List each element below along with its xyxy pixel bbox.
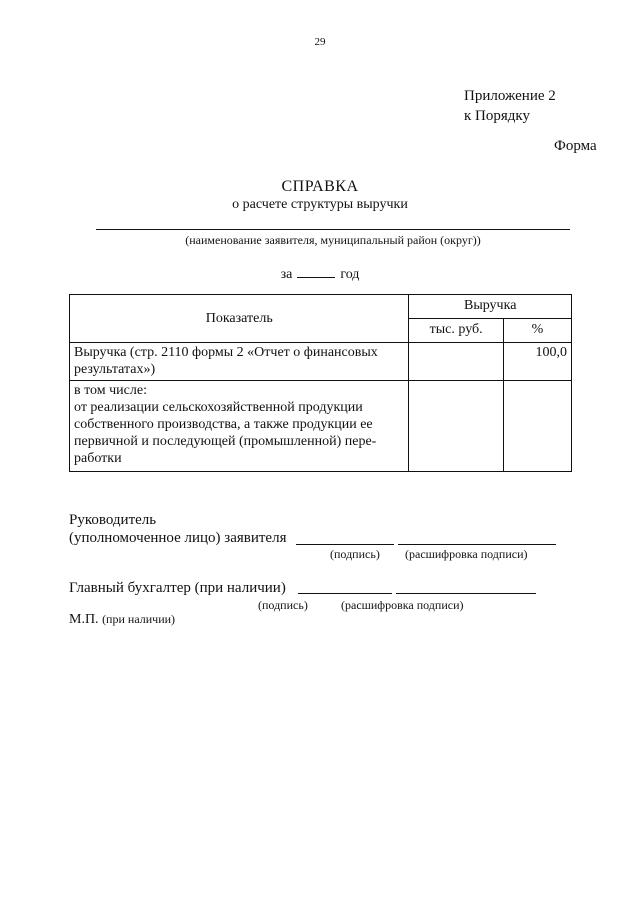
appendix-reference — [464, 86, 556, 126]
table-row — [70, 381, 572, 472]
head-decoding-line — [398, 543, 556, 545]
header-percent: % — [503, 319, 571, 343]
table-row — [70, 343, 572, 381]
accountant-decoding-caption: (расшифровка подписи) — [341, 598, 464, 612]
row-indicator-total-revenue: Выручка (стр. 2110 формы 2 «Отчет о финансовых результатах») — [70, 343, 409, 381]
accountant-signature-caption: (подпись) — [258, 598, 308, 612]
head-subtitle: (уполномоченное лицо) заявителя — [69, 530, 287, 546]
row-thousand-value — [409, 381, 504, 472]
page-number: 29 — [314, 36, 326, 48]
revenue-structure-table — [69, 294, 572, 472]
year-row — [0, 264, 640, 283]
head-signature-caption: (подпись) — [330, 547, 380, 561]
row-indicator-agricultural — [70, 381, 409, 472]
table-header-row — [70, 295, 572, 319]
applicant-caption: (наименование заявителя, муниципальный район (округ)) — [185, 233, 481, 247]
stamp-mark: М.П. — [69, 612, 99, 627]
header-thousand-rub: тыс. руб. — [409, 319, 504, 343]
header-revenue: Выручка — [409, 295, 572, 319]
document-title: СПРАВКА — [281, 178, 359, 195]
accountant-signature-line — [298, 592, 392, 594]
stamp-label — [69, 612, 175, 628]
year-blank — [297, 264, 335, 278]
form-label: Форма — [554, 138, 597, 154]
row-indicator-including: в том числе: — [74, 383, 147, 398]
year-suffix: год — [340, 267, 360, 282]
head-title: Руководитель — [69, 512, 157, 528]
appendix-line: Приложение 2 — [464, 88, 556, 104]
head-decoding-caption: (расшифровка подписи) — [405, 547, 528, 561]
row-percent-value: 100,0 — [503, 343, 571, 381]
document-subtitle: о расчете структуры выручки — [232, 197, 408, 212]
row-thousand-value — [409, 343, 504, 381]
accountant-title: Главный бухгалтер (при наличии) — [69, 580, 286, 596]
head-signature-line — [296, 543, 394, 545]
applicant-name-line — [96, 229, 570, 230]
row-percent-value — [503, 381, 571, 472]
stamp-note: (при наличии) — [102, 612, 176, 626]
accountant-decoding-line — [396, 592, 536, 594]
row-indicator-description: от реализации сельскохозяйственной продукции собственного производства, а также продукции ее первичной и последующей (промышленной) пере-работки — [74, 400, 377, 466]
year-prefix: за — [280, 267, 293, 282]
header-indicator: Показатель — [70, 295, 409, 343]
appendix-order-line: к Порядку — [464, 108, 530, 124]
